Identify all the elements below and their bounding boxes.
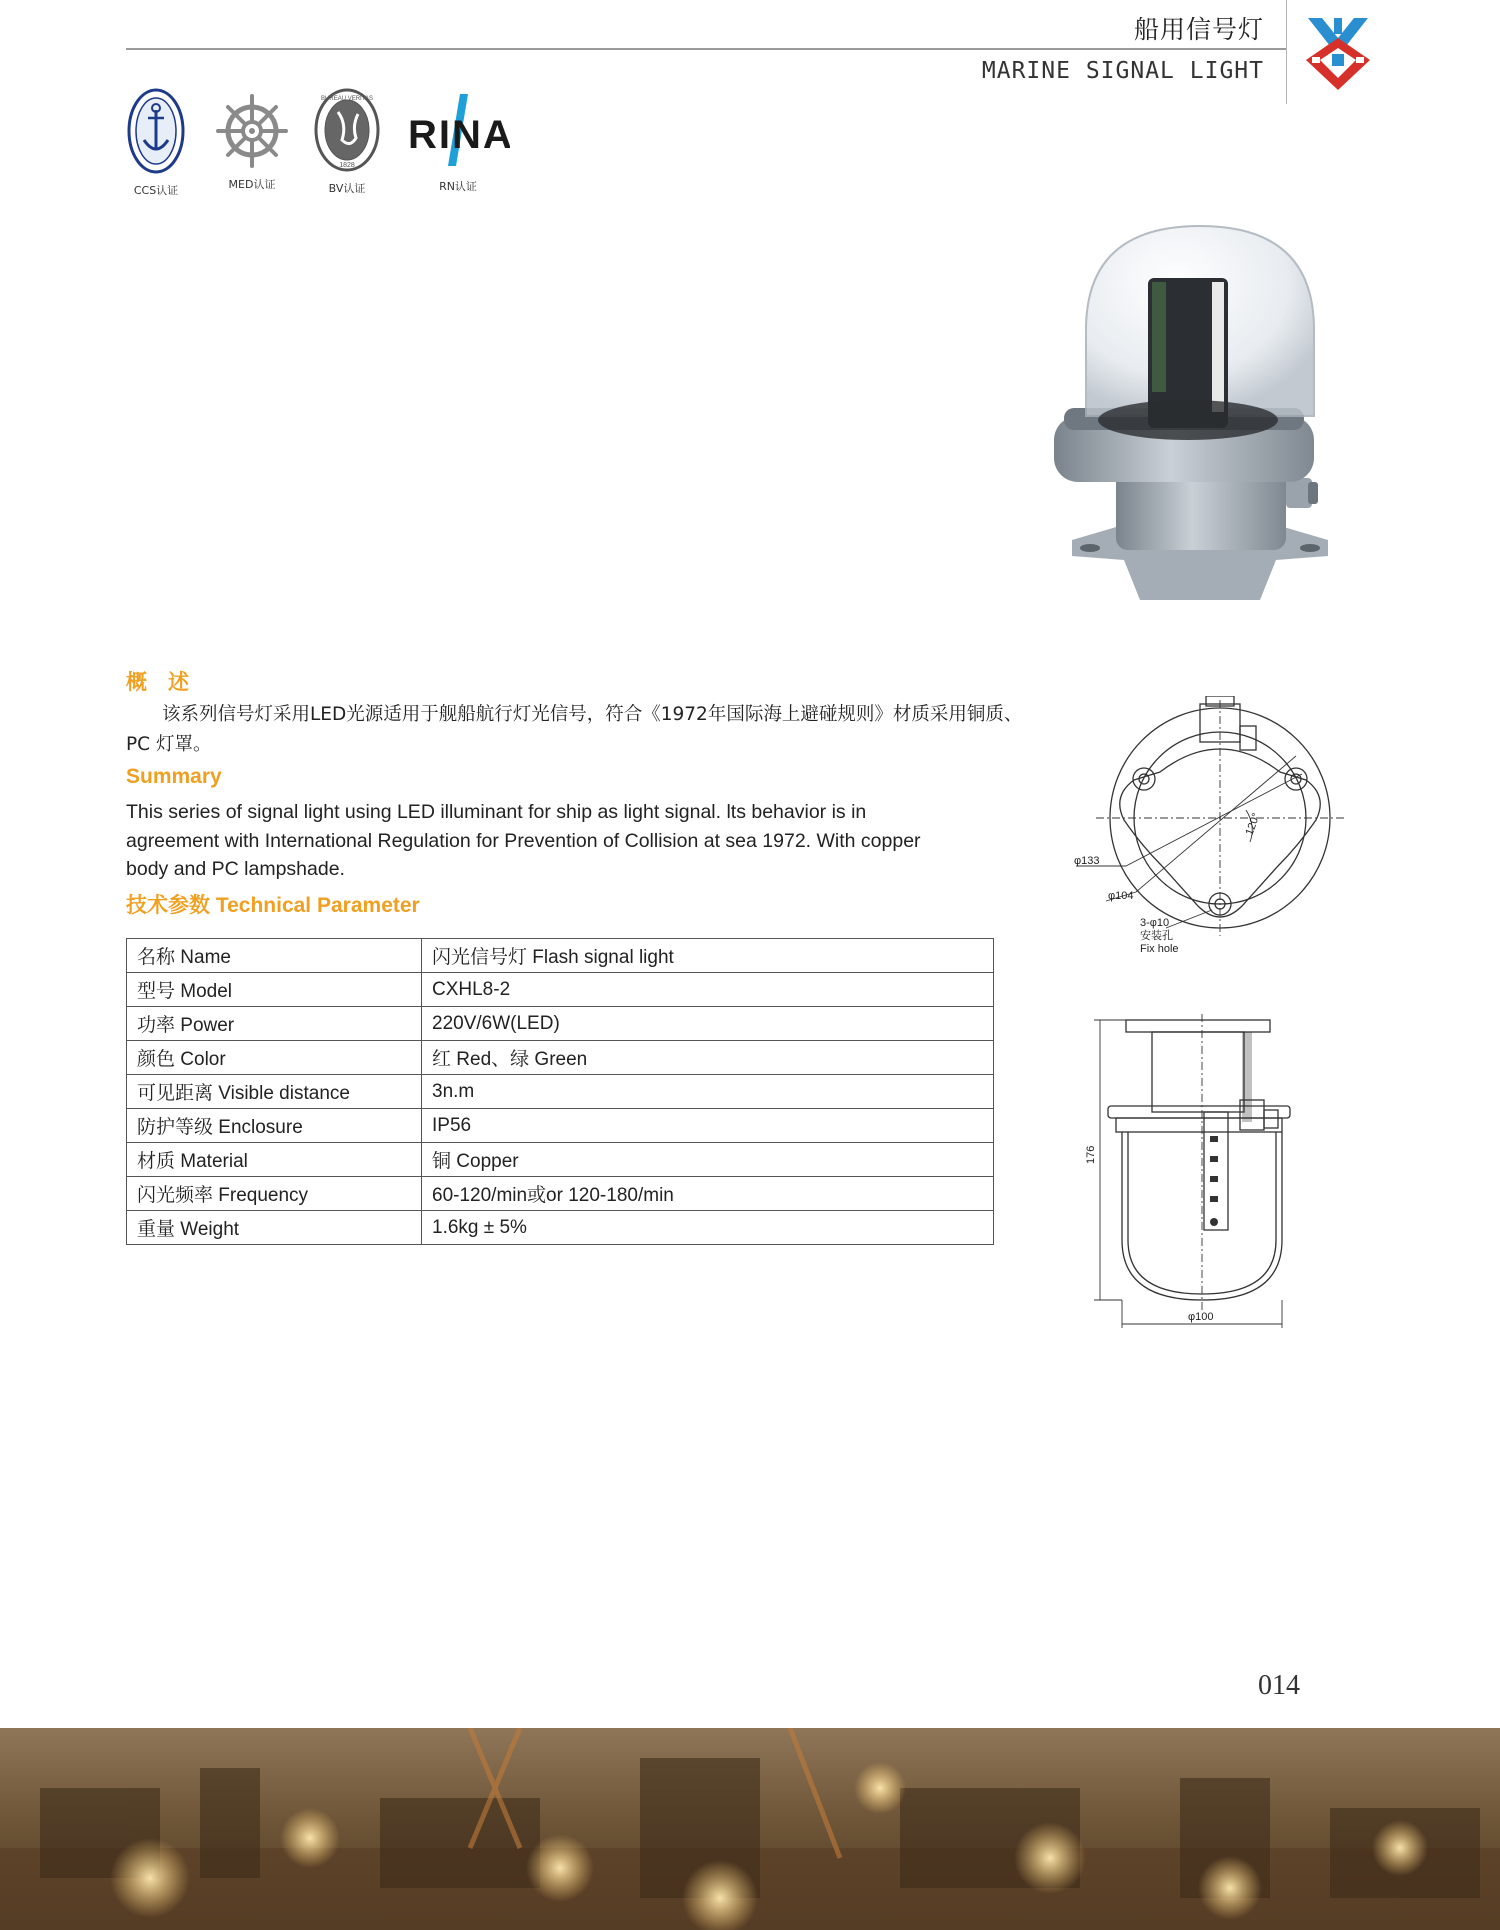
table-row: [127, 973, 994, 1007]
table-row: [127, 1211, 994, 1245]
dim-d133: φ133: [1074, 855, 1100, 867]
hole-label-en: Fix hole: [1140, 943, 1179, 955]
spec-key: 重量 Weight: [127, 1211, 422, 1245]
cert-rina: [406, 90, 510, 194]
header-rule: [126, 48, 1286, 50]
spec-value: 3n.m: [422, 1075, 994, 1109]
spec-key: 闪光频率 Frequency: [127, 1177, 422, 1211]
spec-value: 220V/6W(LED): [422, 1007, 994, 1041]
cert-bv: [314, 88, 380, 196]
spec-value: IP56: [422, 1109, 994, 1143]
summary-heading: Summary: [126, 765, 222, 788]
spec-value: 60-120/min或or 120-180/min: [422, 1177, 994, 1211]
bureau-veritas-seal-icon: [314, 88, 380, 172]
spec-key: 颜色 Color: [127, 1041, 422, 1075]
technical-heading: 技术参数 Technical Parameter: [126, 894, 420, 917]
overview-heading-cn: 概 述: [126, 671, 189, 694]
hole-spec: 3-φ10: [1140, 917, 1170, 929]
cert-ccs: [126, 88, 186, 198]
table-row: [127, 1177, 994, 1211]
hole-label-cn: 安装孔: [1140, 929, 1173, 942]
page-title-cn: 船用信号灯: [1133, 15, 1264, 44]
product-photo: [1050, 220, 1350, 610]
table-row: [127, 1143, 994, 1177]
spec-value: CXHL8-2: [422, 973, 994, 1007]
cert-med: [216, 94, 288, 192]
dim-height: 176: [1085, 1145, 1097, 1164]
bv-seal-year: 1828: [339, 162, 355, 169]
table-row: [127, 1109, 994, 1143]
spec-key: 型号 Model: [127, 973, 422, 1007]
top-view-drawing: [1066, 696, 1356, 966]
spec-value: 闪光信号灯 Flash signal light: [422, 939, 994, 973]
table-row: [127, 939, 994, 973]
cert-label: RN认证: [439, 180, 477, 193]
ships-wheel-icon: [216, 94, 288, 168]
spec-table: [126, 938, 994, 1245]
spec-key: 名称 Name: [127, 939, 422, 973]
spec-key: 功率 Power: [127, 1007, 422, 1041]
dim-d100: φ100: [1188, 1311, 1214, 1323]
dim-angle: 120°: [1243, 811, 1263, 838]
page-number: 014: [1258, 1670, 1300, 1701]
table-row: [127, 1075, 994, 1109]
brand-logo-icon: [1298, 12, 1378, 92]
page-title-en: MARINE SIGNAL LIGHT: [981, 58, 1264, 84]
bv-seal-text: BUREAU VERITAS: [321, 96, 373, 102]
dim-d104: φ104: [1108, 890, 1134, 902]
rina-logo-text: RINA: [408, 113, 510, 157]
ccs-anchor-seal-icon: [126, 88, 186, 174]
header-divider: [1286, 0, 1287, 104]
footer-harbor-photo: [0, 1728, 1500, 1930]
cert-label: CCS认证: [133, 184, 179, 197]
summary-text: This series of signal light using LED illuminant for ship as light signal. lts behavior is in agreement with International Regulation for Prevention of Collision at sea 1972. With copper body and PC lampshade.: [126, 801, 921, 880]
side-view-drawing: [1080, 1010, 1330, 1334]
table-row: [127, 1007, 994, 1041]
spec-value: 铜 Copper: [422, 1143, 994, 1177]
rina-logo-icon: [406, 90, 510, 170]
overview-text-cn: 该系列信号灯采用LED光源适用于舰船航行灯光信号，符合《1972年国际海上避碰规则》材质采用铜质、PC 灯罩。: [126, 704, 1023, 755]
spec-value: 红 Red、绿 Green: [422, 1041, 994, 1075]
spec-key: 材质 Material: [127, 1143, 422, 1177]
cert-label: MED认证: [228, 178, 276, 191]
cert-label: BV认证: [328, 182, 366, 195]
table-row: [127, 1041, 994, 1075]
spec-key: 防护等级 Enclosure: [127, 1109, 422, 1143]
spec-value: 1.6kg ± 5%: [422, 1211, 994, 1245]
spec-key: 可见距离 Visible distance: [127, 1075, 422, 1109]
